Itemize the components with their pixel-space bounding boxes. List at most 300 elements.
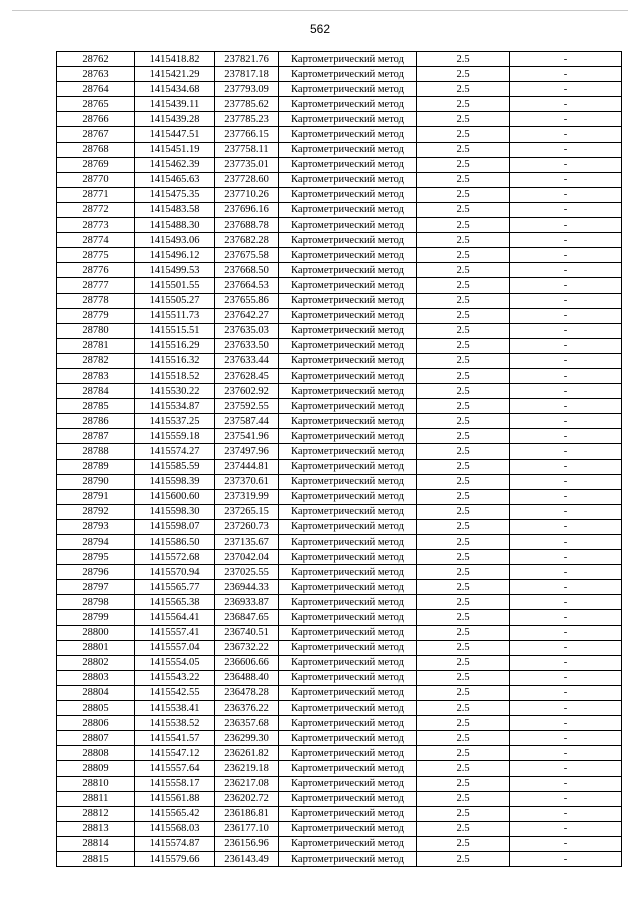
method-cell: Картометрический метод (279, 851, 417, 866)
table-row (57, 519, 622, 534)
accuracy-cell: 2.5 (417, 821, 510, 836)
page-number: 562 (309, 22, 331, 36)
x-coordinate-cell: 1415505.27 (135, 293, 215, 308)
accuracy-cell: 2.5 (417, 459, 510, 474)
x-coordinate-cell: 1415439.11 (135, 97, 215, 112)
dash-cell: - (510, 414, 622, 429)
y-coordinate-cell: 236202.72 (215, 791, 279, 806)
method-cell: Картометрический метод (279, 82, 417, 97)
dash-cell: - (510, 836, 622, 851)
dash-cell: - (510, 202, 622, 217)
x-coordinate-cell: 1415561.88 (135, 791, 215, 806)
y-coordinate-cell: 237710.26 (215, 187, 279, 202)
point-number-cell: 28764 (57, 82, 135, 97)
point-number-cell: 28799 (57, 610, 135, 625)
accuracy-cell: 2.5 (417, 399, 510, 414)
y-coordinate-cell: 237821.76 (215, 52, 279, 67)
point-number-cell: 28786 (57, 414, 135, 429)
method-cell: Картометрический метод (279, 429, 417, 444)
method-cell: Картометрический метод (279, 821, 417, 836)
point-number-cell: 28796 (57, 565, 135, 580)
method-cell: Картометрический метод (279, 535, 417, 550)
y-coordinate-cell: 237025.55 (215, 565, 279, 580)
accuracy-cell: 2.5 (417, 776, 510, 791)
table-row (57, 142, 622, 157)
y-coordinate-cell: 237265.15 (215, 504, 279, 519)
accuracy-cell: 2.5 (417, 248, 510, 263)
x-coordinate-cell: 1415516.29 (135, 338, 215, 353)
point-number-cell: 28792 (57, 504, 135, 519)
table-row (57, 323, 622, 338)
table-row (57, 701, 622, 716)
table-row (57, 67, 622, 82)
accuracy-cell: 2.5 (417, 746, 510, 761)
dash-cell: - (510, 701, 622, 716)
method-cell: Картометрический метод (279, 489, 417, 504)
method-cell: Картометрический метод (279, 338, 417, 353)
dash-cell: - (510, 353, 622, 368)
point-number-cell: 28770 (57, 172, 135, 187)
point-number-cell: 28803 (57, 670, 135, 685)
point-number-cell: 28793 (57, 519, 135, 534)
x-coordinate-cell: 1415434.68 (135, 82, 215, 97)
table-body (57, 52, 622, 867)
point-number-cell: 28787 (57, 429, 135, 444)
x-coordinate-cell: 1415518.52 (135, 368, 215, 383)
y-coordinate-cell: 236299.30 (215, 731, 279, 746)
table-row (57, 127, 622, 142)
point-number-cell: 28771 (57, 187, 135, 202)
table-row (57, 776, 622, 791)
point-number-cell: 28780 (57, 323, 135, 338)
table-row (57, 851, 622, 866)
dash-cell: - (510, 429, 622, 444)
dash-cell: - (510, 746, 622, 761)
y-coordinate-cell: 236219.18 (215, 761, 279, 776)
dash-cell: - (510, 535, 622, 550)
point-number-cell: 28768 (57, 142, 135, 157)
y-coordinate-cell: 236156.96 (215, 836, 279, 851)
dash-cell: - (510, 504, 622, 519)
x-coordinate-cell: 1415496.12 (135, 248, 215, 263)
y-coordinate-cell: 236488.40 (215, 670, 279, 685)
point-number-cell: 28805 (57, 701, 135, 716)
y-coordinate-cell: 236933.87 (215, 595, 279, 610)
x-coordinate-cell: 1415554.05 (135, 655, 215, 670)
method-cell: Картометрический метод (279, 580, 417, 595)
point-number-cell: 28802 (57, 655, 135, 670)
point-number-cell: 28762 (57, 52, 135, 67)
x-coordinate-cell: 1415537.25 (135, 414, 215, 429)
x-coordinate-cell: 1415557.04 (135, 640, 215, 655)
y-coordinate-cell: 237664.53 (215, 278, 279, 293)
point-number-cell: 28800 (57, 625, 135, 640)
method-cell: Картометрический метод (279, 127, 417, 142)
method-cell: Картометрический метод (279, 414, 417, 429)
method-cell: Картометрический метод (279, 459, 417, 474)
method-cell: Картометрический метод (279, 791, 417, 806)
y-coordinate-cell: 237817.18 (215, 67, 279, 82)
dash-cell: - (510, 278, 622, 293)
table-row (57, 535, 622, 550)
y-coordinate-cell: 237688.78 (215, 218, 279, 233)
dash-cell: - (510, 338, 622, 353)
accuracy-cell: 2.5 (417, 655, 510, 670)
method-cell: Картометрический метод (279, 761, 417, 776)
y-coordinate-cell: 236261.82 (215, 746, 279, 761)
dash-cell: - (510, 595, 622, 610)
method-cell: Картометрический метод (279, 323, 417, 338)
method-cell: Картометрический метод (279, 263, 417, 278)
dash-cell: - (510, 233, 622, 248)
table-row (57, 580, 622, 595)
x-coordinate-cell: 1415493.06 (135, 233, 215, 248)
dash-cell: - (510, 670, 622, 685)
accuracy-cell: 2.5 (417, 202, 510, 217)
method-cell: Картометрический метод (279, 474, 417, 489)
point-number-cell: 28775 (57, 248, 135, 263)
accuracy-cell: 2.5 (417, 323, 510, 338)
dash-cell: - (510, 368, 622, 383)
accuracy-cell: 2.5 (417, 535, 510, 550)
x-coordinate-cell: 1415564.41 (135, 610, 215, 625)
y-coordinate-cell: 236740.51 (215, 625, 279, 640)
accuracy-cell: 2.5 (417, 278, 510, 293)
y-coordinate-cell: 237696.16 (215, 202, 279, 217)
method-cell: Картометрический метод (279, 248, 417, 263)
table-row (57, 399, 622, 414)
x-coordinate-cell: 1415538.52 (135, 716, 215, 731)
dash-cell: - (510, 399, 622, 414)
table-row (57, 384, 622, 399)
x-coordinate-cell: 1415557.41 (135, 625, 215, 640)
table-row (57, 716, 622, 731)
x-coordinate-cell: 1415462.39 (135, 157, 215, 172)
table-row (57, 550, 622, 565)
dash-cell: - (510, 821, 622, 836)
accuracy-cell: 2.5 (417, 157, 510, 172)
point-number-cell: 28774 (57, 233, 135, 248)
table-row (57, 187, 622, 202)
x-coordinate-cell: 1415547.12 (135, 746, 215, 761)
table-row (57, 761, 622, 776)
coordinates-table (56, 51, 622, 867)
accuracy-cell: 2.5 (417, 580, 510, 595)
table-row (57, 836, 622, 851)
table-row (57, 640, 622, 655)
point-number-cell: 28791 (57, 489, 135, 504)
point-number-cell: 28810 (57, 776, 135, 791)
y-coordinate-cell: 237497.96 (215, 444, 279, 459)
y-coordinate-cell: 237260.73 (215, 519, 279, 534)
table-row (57, 655, 622, 670)
x-coordinate-cell: 1415515.51 (135, 323, 215, 338)
dash-cell: - (510, 97, 622, 112)
dash-cell: - (510, 67, 622, 82)
dash-cell: - (510, 519, 622, 534)
method-cell: Картометрический метод (279, 112, 417, 127)
method-cell: Картометрический метод (279, 565, 417, 580)
table-row (57, 731, 622, 746)
method-cell: Картометрический метод (279, 278, 417, 293)
dash-cell: - (510, 444, 622, 459)
table-row (57, 414, 622, 429)
x-coordinate-cell: 1415541.57 (135, 731, 215, 746)
dash-cell: - (510, 610, 622, 625)
point-number-cell: 28815 (57, 851, 135, 866)
x-coordinate-cell: 1415568.03 (135, 821, 215, 836)
accuracy-cell: 2.5 (417, 504, 510, 519)
dash-cell: - (510, 323, 622, 338)
point-number-cell: 28782 (57, 353, 135, 368)
x-coordinate-cell: 1415570.94 (135, 565, 215, 580)
method-cell: Картометрический метод (279, 836, 417, 851)
x-coordinate-cell: 1415559.18 (135, 429, 215, 444)
table-row (57, 429, 622, 444)
accuracy-cell: 2.5 (417, 414, 510, 429)
point-number-cell: 28777 (57, 278, 135, 293)
point-number-cell: 28812 (57, 806, 135, 821)
y-coordinate-cell: 237793.09 (215, 82, 279, 97)
dash-cell: - (510, 82, 622, 97)
table-row (57, 293, 622, 308)
accuracy-cell: 2.5 (417, 701, 510, 716)
accuracy-cell: 2.5 (417, 685, 510, 700)
accuracy-cell: 2.5 (417, 368, 510, 383)
y-coordinate-cell: 236217.08 (215, 776, 279, 791)
y-coordinate-cell: 237444.81 (215, 459, 279, 474)
x-coordinate-cell: 1415488.30 (135, 218, 215, 233)
dash-cell: - (510, 112, 622, 127)
x-coordinate-cell: 1415501.55 (135, 278, 215, 293)
table-row (57, 474, 622, 489)
method-cell: Картометрический метод (279, 504, 417, 519)
point-number-cell: 28808 (57, 746, 135, 761)
table-row (57, 278, 622, 293)
method-cell: Картометрический метод (279, 353, 417, 368)
x-coordinate-cell: 1415565.77 (135, 580, 215, 595)
y-coordinate-cell: 237370.61 (215, 474, 279, 489)
y-coordinate-cell: 236606.66 (215, 655, 279, 670)
dash-cell: - (510, 685, 622, 700)
point-number-cell: 28779 (57, 308, 135, 323)
y-coordinate-cell: 237655.86 (215, 293, 279, 308)
point-number-cell: 28763 (57, 67, 135, 82)
point-number-cell: 28814 (57, 836, 135, 851)
x-coordinate-cell: 1415475.35 (135, 187, 215, 202)
y-coordinate-cell: 237675.58 (215, 248, 279, 263)
x-coordinate-cell: 1415586.50 (135, 535, 215, 550)
point-number-cell: 28783 (57, 368, 135, 383)
accuracy-cell: 2.5 (417, 474, 510, 489)
dash-cell: - (510, 655, 622, 670)
x-coordinate-cell: 1415598.39 (135, 474, 215, 489)
y-coordinate-cell: 237541.96 (215, 429, 279, 444)
dash-cell: - (510, 806, 622, 821)
dash-cell: - (510, 851, 622, 866)
table-row (57, 248, 622, 263)
point-number-cell: 28769 (57, 157, 135, 172)
y-coordinate-cell: 237766.15 (215, 127, 279, 142)
table-row (57, 565, 622, 580)
x-coordinate-cell: 1415565.42 (135, 806, 215, 821)
method-cell: Картометрический метод (279, 172, 417, 187)
y-coordinate-cell: 237785.62 (215, 97, 279, 112)
y-coordinate-cell: 237587.44 (215, 414, 279, 429)
method-cell: Картометрический метод (279, 218, 417, 233)
x-coordinate-cell: 1415543.22 (135, 670, 215, 685)
accuracy-cell: 2.5 (417, 338, 510, 353)
dash-cell: - (510, 293, 622, 308)
y-coordinate-cell: 237042.04 (215, 550, 279, 565)
table-row (57, 489, 622, 504)
table-row (57, 595, 622, 610)
x-coordinate-cell: 1415600.60 (135, 489, 215, 504)
x-coordinate-cell: 1415451.19 (135, 142, 215, 157)
dash-cell: - (510, 550, 622, 565)
point-number-cell: 28798 (57, 595, 135, 610)
dash-cell: - (510, 172, 622, 187)
dash-cell: - (510, 248, 622, 263)
dash-cell: - (510, 308, 622, 323)
method-cell: Картометрический метод (279, 384, 417, 399)
dash-cell: - (510, 218, 622, 233)
accuracy-cell: 2.5 (417, 489, 510, 504)
dash-cell: - (510, 263, 622, 278)
y-coordinate-cell: 237602.92 (215, 384, 279, 399)
x-coordinate-cell: 1415511.73 (135, 308, 215, 323)
accuracy-cell: 2.5 (417, 836, 510, 851)
point-number-cell: 28789 (57, 459, 135, 474)
accuracy-cell: 2.5 (417, 308, 510, 323)
table-row (57, 670, 622, 685)
y-coordinate-cell: 236143.49 (215, 851, 279, 866)
table-row (57, 746, 622, 761)
dash-cell: - (510, 776, 622, 791)
accuracy-cell: 2.5 (417, 218, 510, 233)
point-number-cell: 28813 (57, 821, 135, 836)
point-number-cell: 28784 (57, 384, 135, 399)
accuracy-cell: 2.5 (417, 565, 510, 580)
point-number-cell: 28767 (57, 127, 135, 142)
accuracy-cell: 2.5 (417, 761, 510, 776)
dash-cell: - (510, 142, 622, 157)
accuracy-cell: 2.5 (417, 716, 510, 731)
x-coordinate-cell: 1415542.55 (135, 685, 215, 700)
y-coordinate-cell: 237135.67 (215, 535, 279, 550)
point-number-cell: 28797 (57, 580, 135, 595)
y-coordinate-cell: 237319.99 (215, 489, 279, 504)
accuracy-cell: 2.5 (417, 595, 510, 610)
accuracy-cell: 2.5 (417, 851, 510, 866)
point-number-cell: 28794 (57, 535, 135, 550)
point-number-cell: 28781 (57, 338, 135, 353)
table-row (57, 338, 622, 353)
method-cell: Картометрический метод (279, 308, 417, 323)
y-coordinate-cell: 237668.50 (215, 263, 279, 278)
accuracy-cell: 2.5 (417, 52, 510, 67)
dash-cell: - (510, 716, 622, 731)
y-coordinate-cell: 236732.22 (215, 640, 279, 655)
dash-cell: - (510, 459, 622, 474)
method-cell: Картометрический метод (279, 52, 417, 67)
method-cell: Картометрический метод (279, 625, 417, 640)
y-coordinate-cell: 236357.68 (215, 716, 279, 731)
accuracy-cell: 2.5 (417, 670, 510, 685)
top-rule (12, 10, 628, 11)
y-coordinate-cell: 236847.65 (215, 610, 279, 625)
point-number-cell: 28765 (57, 97, 135, 112)
method-cell: Картометрический метод (279, 655, 417, 670)
point-number-cell: 28811 (57, 791, 135, 806)
dash-cell: - (510, 489, 622, 504)
x-coordinate-cell: 1415439.28 (135, 112, 215, 127)
y-coordinate-cell: 237735.01 (215, 157, 279, 172)
x-coordinate-cell: 1415418.82 (135, 52, 215, 67)
accuracy-cell: 2.5 (417, 233, 510, 248)
method-cell: Картометрический метод (279, 806, 417, 821)
accuracy-cell: 2.5 (417, 791, 510, 806)
y-coordinate-cell: 237785.23 (215, 112, 279, 127)
y-coordinate-cell: 236478.28 (215, 685, 279, 700)
point-number-cell: 28804 (57, 685, 135, 700)
accuracy-cell: 2.5 (417, 127, 510, 142)
table-row (57, 233, 622, 248)
table-row (57, 52, 622, 67)
method-cell: Картометрический метод (279, 519, 417, 534)
table-row (57, 685, 622, 700)
dash-cell: - (510, 474, 622, 489)
method-cell: Картометрический метод (279, 731, 417, 746)
accuracy-cell: 2.5 (417, 806, 510, 821)
x-coordinate-cell: 1415574.87 (135, 836, 215, 851)
accuracy-cell: 2.5 (417, 112, 510, 127)
dash-cell: - (510, 52, 622, 67)
x-coordinate-cell: 1415565.38 (135, 595, 215, 610)
x-coordinate-cell: 1415530.22 (135, 384, 215, 399)
y-coordinate-cell: 237633.50 (215, 338, 279, 353)
x-coordinate-cell: 1415516.32 (135, 353, 215, 368)
method-cell: Картометрический метод (279, 187, 417, 202)
x-coordinate-cell: 1415557.64 (135, 761, 215, 776)
y-coordinate-cell: 237758.11 (215, 142, 279, 157)
point-number-cell: 28778 (57, 293, 135, 308)
x-coordinate-cell: 1415598.30 (135, 504, 215, 519)
table-row (57, 368, 622, 383)
y-coordinate-cell: 237592.55 (215, 399, 279, 414)
x-coordinate-cell: 1415465.63 (135, 172, 215, 187)
x-coordinate-cell: 1415499.53 (135, 263, 215, 278)
table-row (57, 97, 622, 112)
x-coordinate-cell: 1415558.17 (135, 776, 215, 791)
table-row (57, 218, 622, 233)
table-row (57, 444, 622, 459)
dash-cell: - (510, 127, 622, 142)
accuracy-cell: 2.5 (417, 82, 510, 97)
table-row (57, 263, 622, 278)
x-coordinate-cell: 1415585.59 (135, 459, 215, 474)
point-number-cell: 28795 (57, 550, 135, 565)
method-cell: Картометрический метод (279, 293, 417, 308)
accuracy-cell: 2.5 (417, 550, 510, 565)
accuracy-cell: 2.5 (417, 610, 510, 625)
point-number-cell: 28801 (57, 640, 135, 655)
point-number-cell: 28788 (57, 444, 135, 459)
point-number-cell: 28776 (57, 263, 135, 278)
method-cell: Картометрический метод (279, 776, 417, 791)
dash-cell: - (510, 640, 622, 655)
method-cell: Картометрический метод (279, 595, 417, 610)
